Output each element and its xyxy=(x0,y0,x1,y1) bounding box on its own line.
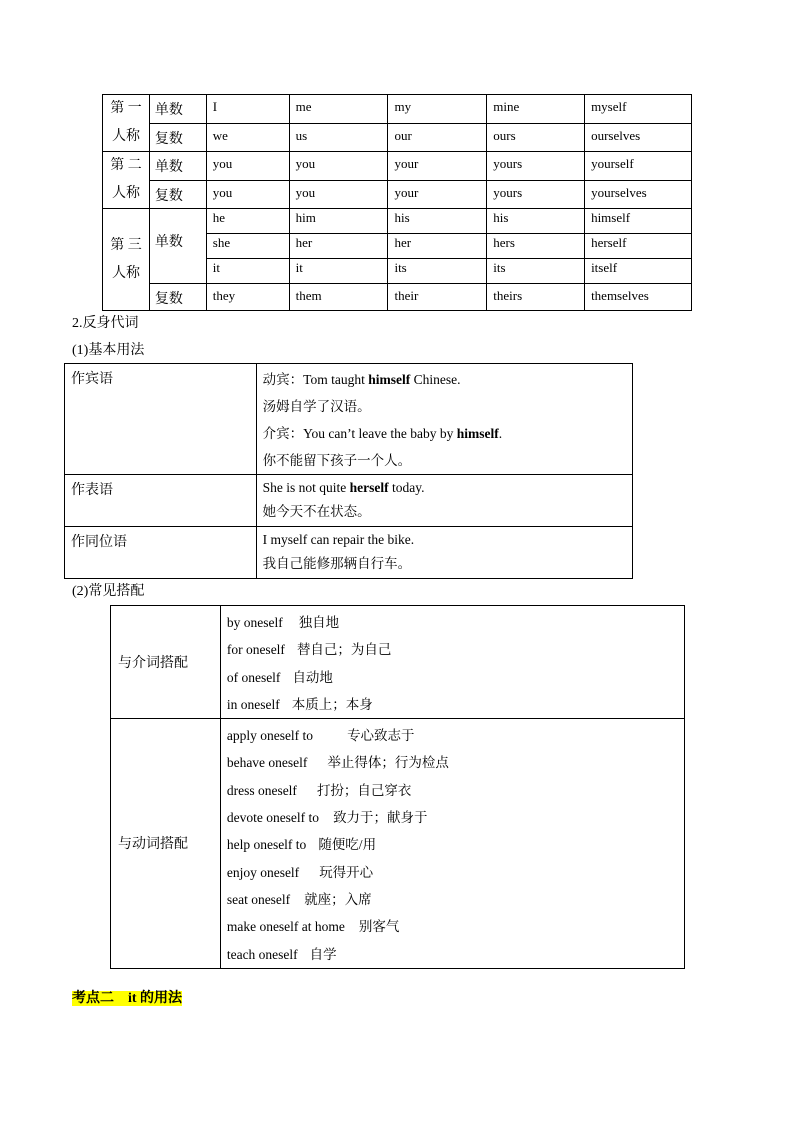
singular-label: 单数 xyxy=(149,209,206,284)
example-line: 动宾：Tom taught himself Chinese. xyxy=(262,372,461,387)
table-cell: her xyxy=(388,234,487,259)
first-person-label: 第 一 人称 xyxy=(103,95,150,152)
table-cell: yourselves xyxy=(585,180,692,209)
list-item: apply oneself to 专心致志于 xyxy=(226,728,415,744)
list-item: by oneself 独自地 xyxy=(226,615,340,630)
table-cell: us xyxy=(289,123,388,152)
table-cell: he xyxy=(206,209,289,234)
usage-object-label: 作宾语 xyxy=(65,364,257,475)
table-cell: I xyxy=(206,95,289,124)
table-cell: yourself xyxy=(585,152,692,181)
list-item: devote oneself to 致力于；献身于 xyxy=(226,810,428,826)
list-item: seat oneself 就座；入席 xyxy=(226,891,372,907)
table-cell: their xyxy=(388,284,487,311)
usage-appositive-label: 作同位语 xyxy=(65,527,257,579)
table-cell: ourselves xyxy=(585,123,692,152)
list-item: make oneself at home 别客气 xyxy=(226,919,400,935)
table-cell: your xyxy=(388,152,487,181)
usage-table xyxy=(64,363,633,579)
table-cell: it xyxy=(289,259,388,284)
table-cell: myself xyxy=(585,95,692,124)
verb-collocation-label: 与动词搭配 xyxy=(111,719,221,969)
table-cell: his xyxy=(388,209,487,234)
verb-collocation-list xyxy=(220,719,684,969)
singular-label: 单数 xyxy=(149,152,206,181)
usage-predicative-examples xyxy=(256,475,632,527)
usage-predicative-label: 作表语 xyxy=(65,475,257,527)
singular-label: 单数 xyxy=(149,95,206,124)
pronoun-table xyxy=(102,94,692,311)
table-cell: hers xyxy=(487,234,585,259)
heading-it-usage xyxy=(72,987,182,1007)
third-person-label: 第 三 人称 xyxy=(103,209,150,311)
example-line: I myself can repair the bike. xyxy=(262,532,415,547)
table-cell: yours xyxy=(487,180,585,209)
table-cell: himself xyxy=(585,209,692,234)
prep-collocation-list xyxy=(220,606,684,719)
table-cell: they xyxy=(206,284,289,311)
collocations-table xyxy=(110,605,685,969)
table-cell: theirs xyxy=(487,284,585,311)
table-cell: ours xyxy=(487,123,585,152)
list-item: teach oneself 自学 xyxy=(226,946,337,962)
table-cell: you xyxy=(289,180,388,209)
example-line: She is not quite herself today. xyxy=(262,480,425,495)
table-cell: his xyxy=(487,209,585,234)
highlighted-heading: 考点二 it 的用法 xyxy=(72,991,183,1006)
list-item: of oneself 自动地 xyxy=(226,669,333,685)
table-cell: mine xyxy=(487,95,585,124)
table-cell: herself xyxy=(585,234,692,259)
table-cell: you xyxy=(206,152,289,181)
plural-label: 复数 xyxy=(149,123,206,152)
table-cell: itself xyxy=(585,259,692,284)
section-reflexive-heading: 2.反身代词 xyxy=(72,316,139,331)
table-cell: my xyxy=(388,95,487,124)
section-basic-usage-heading: (1)基本用法 xyxy=(72,343,145,358)
list-item: enjoy oneself 玩得开心 xyxy=(226,864,374,880)
section-collocations-heading: (2)常见搭配 xyxy=(72,584,145,599)
table-cell: we xyxy=(206,123,289,152)
table-cell: she xyxy=(206,234,289,259)
list-item: help oneself to 随便吃/用 xyxy=(226,837,377,853)
list-item: behave oneself 举止得体；行为检点 xyxy=(226,755,449,771)
table-cell: it xyxy=(206,259,289,284)
example-translation: 她今天不在状态。 xyxy=(262,504,371,519)
table-cell: our xyxy=(388,123,487,152)
example-line: 介宾：You can’t leave the baby by himself. xyxy=(262,426,503,441)
table-cell: you xyxy=(289,152,388,181)
table-cell: him xyxy=(289,209,388,234)
usage-appositive-examples xyxy=(256,527,632,579)
table-cell: its xyxy=(388,259,487,284)
example-translation: 汤姆自学了汉语。 xyxy=(262,399,371,414)
table-cell: me xyxy=(289,95,388,124)
list-item: for oneself 替自己；为自己 xyxy=(226,642,392,658)
table-cell: yours xyxy=(487,152,585,181)
table-cell: its xyxy=(487,259,585,284)
plural-label: 复数 xyxy=(149,284,206,311)
table-cell: you xyxy=(206,180,289,209)
example-translation: 你不能留下孩子一个人。 xyxy=(262,453,412,468)
table-cell: themselves xyxy=(585,284,692,311)
plural-label: 复数 xyxy=(149,180,206,209)
prep-collocation-label: 与介词搭配 xyxy=(111,606,221,719)
second-person-label: 第 二 人称 xyxy=(103,152,150,209)
table-cell: her xyxy=(289,234,388,259)
usage-object-examples xyxy=(256,364,632,475)
list-item: dress oneself 打扮；自己穿衣 xyxy=(226,782,412,798)
table-cell: them xyxy=(289,284,388,311)
example-translation: 我自己能修那辆自行车。 xyxy=(262,556,412,571)
table-cell: your xyxy=(388,180,487,209)
list-item: in oneself 本质上；本身 xyxy=(226,696,373,712)
